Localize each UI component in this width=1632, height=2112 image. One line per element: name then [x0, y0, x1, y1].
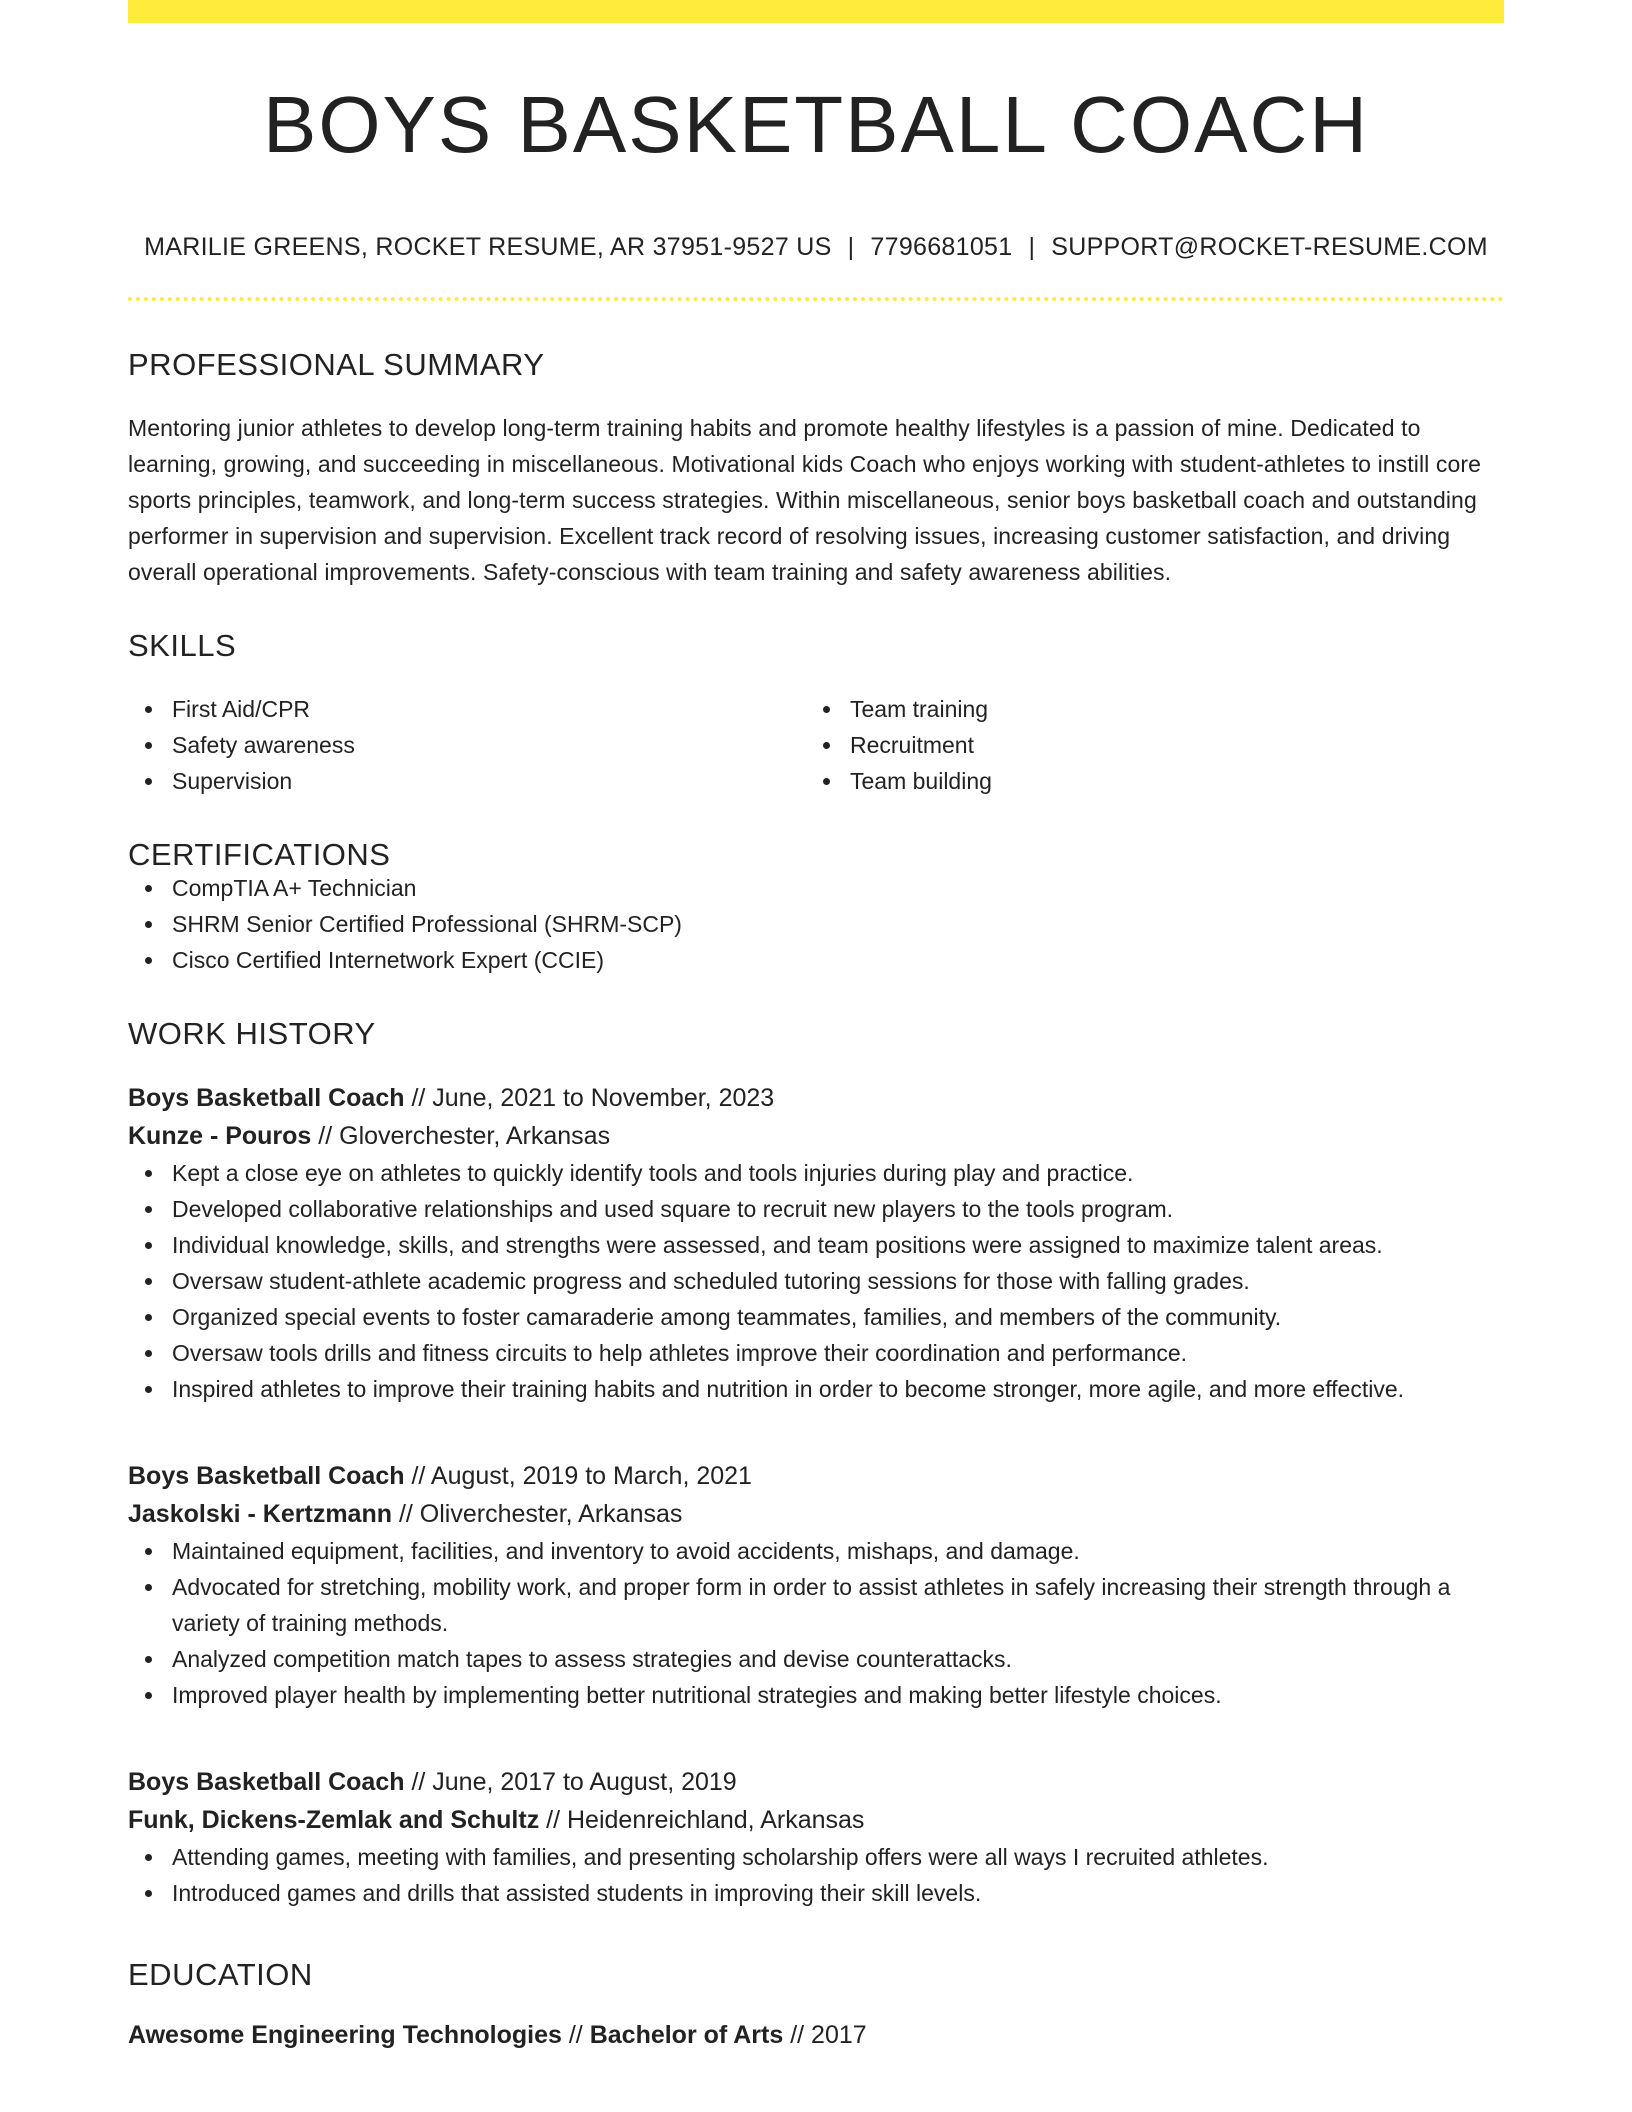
job-location: // Gloverchester, Arkansas: [311, 1122, 611, 1150]
job-company: Funk, Dickens-Zemlak and Schultz: [128, 1806, 540, 1834]
header-divider: [128, 297, 1504, 301]
job-bullet: Oversaw student-athlete academic progress and scheduled tutoring sessions for those with falling grades.: [172, 1263, 1504, 1299]
contact-separator: |: [847, 233, 855, 261]
job-bullet: Oversaw tools drills and fitness circuits to help athletes improve their coordination and performance.: [172, 1335, 1504, 1371]
section-title-summary: PROFESSIONAL SUMMARY: [128, 347, 545, 382]
skill-item: Supervision: [172, 763, 806, 799]
job-company: Jaskolski - Kertzmann: [128, 1500, 392, 1528]
job-role-line: [128, 1457, 1504, 1495]
summary-text: Mentoring junior athletes to develop long-term training habits and promote healthy lifestyles is a passion of mine. Dedicated to learning, growing, and succeeding in miscellaneous. Motivational kids Coach who enjoys working with student-athletes to instill core sports principles, teamwork, and long-term success strategies. Within miscellaneous, senior boys basketball coach and outstanding performer in supervision and supervision. Excellent track record of resolving issues, increasing customer satisfaction, and driving overall operational improvements. Safety-conscious with team training and safety awareness abilities.: [128, 415, 1482, 585]
job-entry: [128, 1763, 1504, 1911]
job-dates: // August, 2019 to March, 2021: [404, 1462, 752, 1490]
job-entry: [128, 1457, 1504, 1713]
job-bullet: Maintained equipment, facilities, and inventory to avoid accidents, mishaps, and damage.: [172, 1533, 1504, 1569]
education-year: // 2017: [790, 2021, 867, 2049]
job-bullet: Advocated for stretching, mobility work, and proper form in order to assist athletes in safely increasing their strength through a variety of training methods.: [172, 1569, 1504, 1641]
education-separator: //: [568, 2021, 583, 2049]
job-location: // Heidenreichland, Arkansas: [539, 1806, 865, 1834]
job-role-line: [128, 1763, 1504, 1801]
job-bullet: Inspired athletes to improve their training habits and nutrition in order to become stronger, more agile, and more effective.: [172, 1371, 1504, 1407]
job-company-line: [128, 1801, 1504, 1839]
certifications-list: [128, 870, 1504, 978]
section-title-skills: SKILLS: [128, 628, 237, 663]
job-role: Boys Basketball Coach: [128, 1462, 405, 1490]
certification-item: CompTIA A+ Technician: [172, 870, 1504, 906]
skill-item: Team training: [850, 691, 1484, 727]
job-company-line: [128, 1495, 1504, 1533]
skills-list-left: [128, 691, 806, 799]
section-title-education: EDUCATION: [128, 1957, 313, 1992]
skill-item: Recruitment: [850, 727, 1484, 763]
section-title-work-history: WORK HISTORY: [128, 1016, 376, 1051]
job-company: Kunze - Pouros: [128, 1122, 312, 1150]
skill-item: Safety awareness: [172, 727, 806, 763]
certification-item: SHRM Senior Certified Professional (SHRM-SCP): [172, 906, 1504, 942]
job-location: // Oliverchester, Arkansas: [392, 1500, 683, 1528]
skills-list-right: [806, 691, 1484, 799]
job-entry: [128, 1079, 1504, 1407]
contact-address: MARILIE GREENS, ROCKET RESUME, AR 37951-9527 US: [144, 233, 832, 261]
contact-email: SUPPORT@ROCKET-RESUME.COM: [1051, 233, 1488, 261]
job-bullet: Introduced games and drills that assisted students in improving their skill levels.: [172, 1875, 1504, 1911]
job-dates: // June, 2021 to November, 2023: [404, 1084, 775, 1112]
job-role: Boys Basketball Coach: [128, 1084, 405, 1112]
job-role: Boys Basketball Coach: [128, 1768, 405, 1796]
certification-item: Cisco Certified Internetwork Expert (CCIE): [172, 942, 1504, 978]
skill-item: First Aid/CPR: [172, 691, 806, 727]
accent-bar: [128, 0, 1504, 23]
job-bullet: Developed collaborative relationships and used square to recruit new players to the tools program.: [172, 1191, 1504, 1227]
contact-separator: |: [1028, 233, 1036, 261]
job-company-line: [128, 1117, 1504, 1155]
education-entry: [128, 2016, 1504, 2054]
contact-phone: 7796681051: [870, 233, 1013, 261]
resume-page: [128, 0, 1504, 2054]
job-bullet: Attending games, meeting with families, and presenting scholarship offers were all ways I recruited athletes.: [172, 1839, 1504, 1875]
contact-line: [128, 235, 1504, 260]
job-dates: // June, 2017 to August, 2019: [404, 1768, 737, 1796]
skills-column-left: [128, 691, 806, 799]
job-bullet: Organized special events to foster camaraderie among teammates, families, and members of the community.: [172, 1299, 1504, 1335]
section-title-certifications: CERTIFICATIONS: [128, 837, 391, 872]
skill-item: Team building: [850, 763, 1484, 799]
job-bullet: Kept a close eye on athletes to quickly identify tools and tools injuries during play and practice.: [172, 1155, 1504, 1191]
skills-grid: [128, 691, 1504, 799]
resume-title: BOYS BASKETBALL COACH: [262, 80, 1370, 169]
job-bullet: Analyzed competition match tapes to assess strategies and devise counterattacks.: [172, 1641, 1504, 1677]
education-degree: Bachelor of Arts: [589, 2021, 784, 2049]
skills-column-right: [806, 691, 1484, 799]
education-school: Awesome Engineering Technologies: [128, 2021, 562, 2049]
job-bullets: [128, 1155, 1504, 1407]
job-bullet: Individual knowledge, skills, and strengths were assessed, and team positions were assigned to maximize talent areas.: [172, 1227, 1504, 1263]
job-bullets: [128, 1839, 1504, 1911]
job-role-line: [128, 1079, 1504, 1117]
job-bullet: Improved player health by implementing better nutritional strategies and making better lifestyle choices.: [172, 1677, 1504, 1713]
job-bullets: [128, 1533, 1504, 1713]
